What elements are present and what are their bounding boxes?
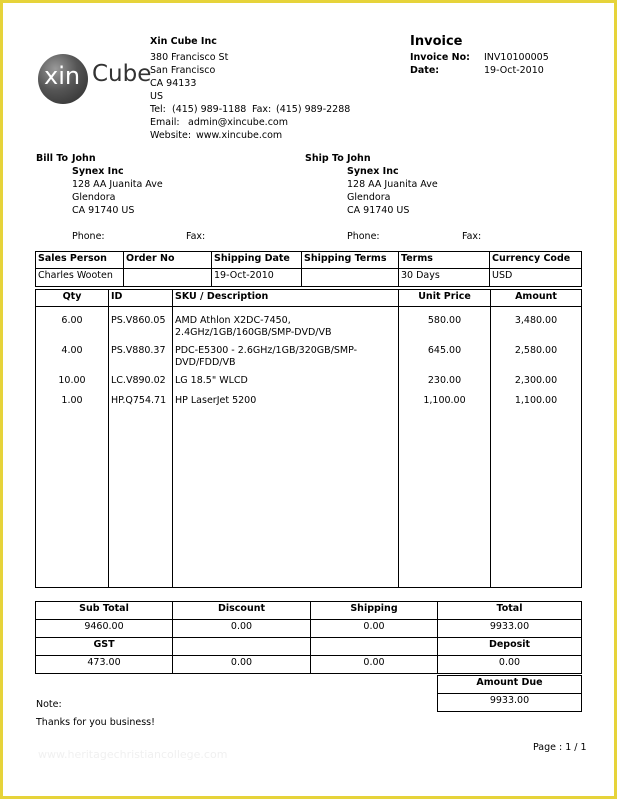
ship-to-company: Synex Inc <box>347 166 399 177</box>
invoice-title: Invoice <box>410 34 463 49</box>
items-header-id: ID <box>109 290 173 307</box>
gst-header-row <box>36 638 582 656</box>
total-value: 9933.00 <box>438 620 582 638</box>
item-description: HP LaserJet 5200 <box>173 391 399 588</box>
ship-to-street: 128 AA Juanita Ave <box>347 179 438 190</box>
item-amount: 1,100.00 <box>491 391 582 588</box>
ship-to-state-zip: CA 91740 US <box>347 205 410 216</box>
amount-due-value-row <box>438 694 582 712</box>
totals-header-shipping: Shipping <box>311 602 438 620</box>
item-qty: 4.00 <box>36 341 109 371</box>
invoice-date: 19-Oct-2010 <box>484 65 544 76</box>
thanks-message: Thanks for you business! <box>36 717 155 728</box>
order-header-shipping-terms: Shipping Terms <box>302 252 399 269</box>
totals-header-subtotal: Sub Total <box>36 602 173 620</box>
company-fax: (415) 989-2288 <box>276 104 351 115</box>
table-row <box>36 371 582 391</box>
items-header-description: SKU / Description <box>173 290 399 307</box>
order-header-order-no: Order No <box>124 252 212 269</box>
company-email-label: Email: <box>150 117 180 128</box>
invoice-date-label: Date: <box>410 65 440 76</box>
subtotal-value: 9460.00 <box>36 620 173 638</box>
bill-to-company: Synex Inc <box>72 166 124 177</box>
gst-value: 473.00 <box>36 656 173 674</box>
order-header-sales-person: Sales Person <box>36 252 124 269</box>
ship-to-fax-label: Fax: <box>462 231 482 242</box>
order-terms: 30 Days <box>399 269 490 287</box>
items-table <box>35 289 582 588</box>
totals-table <box>35 601 582 674</box>
discount-value: 0.00 <box>173 620 311 638</box>
order-no <box>124 269 212 287</box>
bill-to-city: Glendora <box>72 192 116 203</box>
order-header-terms: Terms <box>399 252 490 269</box>
company-state-zip: CA 94133 <box>150 78 197 89</box>
order-info-table <box>35 251 582 287</box>
company-email: admin@xincube.com <box>188 117 288 128</box>
items-header-unit-price: Unit Price <box>399 290 491 307</box>
order-info-value-row <box>36 269 582 287</box>
items-header-amount: Amount <box>491 290 582 307</box>
company-fax-label: Fax: <box>252 104 272 115</box>
order-sales-person: Charles Wooten <box>36 269 124 287</box>
logo-text-right: Cube <box>92 61 152 87</box>
ship-to-name: John <box>347 153 371 164</box>
table-row <box>36 391 582 588</box>
amount-due-value: 9933.00 <box>438 694 582 712</box>
totals-header-row <box>36 602 582 620</box>
amount-due-label: Amount Due <box>438 676 582 694</box>
bill-to-phone-label: Phone: <box>72 231 105 242</box>
order-header-shipping-date: Shipping Date <box>212 252 302 269</box>
gst-shipping-value: 0.00 <box>311 656 438 674</box>
ship-to-city: Glendora <box>347 192 391 203</box>
table-row <box>36 341 582 371</box>
ship-to-phone-label: Phone: <box>347 231 380 242</box>
item-id: PS.V860.05 <box>109 307 173 341</box>
company-tel: (415) 989-1188 <box>172 104 247 115</box>
invoice-number: INV10100005 <box>484 52 549 63</box>
deposit-value: 0.00 <box>438 656 582 674</box>
item-qty: 1.00 <box>36 391 109 588</box>
page-number: Page : 1 / 1 <box>533 742 587 753</box>
company-name: Xin Cube Inc <box>150 36 217 47</box>
ship-to-label: Ship To <box>305 153 344 164</box>
company-country: US <box>150 91 163 102</box>
gst-discount-value: 0.00 <box>173 656 311 674</box>
order-shipping-terms <box>302 269 399 287</box>
gst-label: GST <box>36 638 173 656</box>
totals-value-row <box>36 620 582 638</box>
bill-to-fax-label: Fax: <box>186 231 206 242</box>
company-website-label: Website: <box>150 130 192 141</box>
gst-header-empty <box>311 638 438 656</box>
note-label: Note: <box>36 699 62 710</box>
order-currency-code: USD <box>490 269 582 287</box>
item-amount: 2,300.00 <box>491 371 582 391</box>
item-description: PDC-E5300 - 2.6GHz/1GB/320GB/SMP-DVD/FDD/VB <box>173 341 399 371</box>
bill-to-street: 128 AA Juanita Ave <box>72 179 163 190</box>
item-unit-price: 230.00 <box>399 371 491 391</box>
gst-header-empty <box>173 638 311 656</box>
item-unit-price: 645.00 <box>399 341 491 371</box>
order-shipping-date: 19-Oct-2010 <box>212 269 302 287</box>
item-unit-price: 580.00 <box>399 307 491 341</box>
item-amount: 2,580.00 <box>491 341 582 371</box>
amount-due-header-row <box>438 676 582 694</box>
amount-due-table <box>437 675 582 712</box>
watermark: www.heritagechristiancollege.com <box>38 748 228 761</box>
order-header-currency-code: Currency Code <box>490 252 582 269</box>
company-street: 380 Francisco St <box>150 52 229 63</box>
item-id: HP.Q754.71 <box>109 391 173 588</box>
item-id: PS.V880.37 <box>109 341 173 371</box>
logo-text-left: xin <box>44 62 81 90</box>
company-website: www.xincube.com <box>196 130 283 141</box>
bill-to-label: Bill To <box>36 153 69 164</box>
deposit-label: Deposit <box>438 638 582 656</box>
table-row <box>36 307 582 341</box>
totals-header-total: Total <box>438 602 582 620</box>
items-header-row <box>36 290 582 307</box>
bill-to-name: John <box>72 153 96 164</box>
bill-to-state-zip: CA 91740 US <box>72 205 135 216</box>
item-qty: 6.00 <box>36 307 109 341</box>
item-description: LG 18.5" WLCD <box>173 371 399 391</box>
item-unit-price: 1,100.00 <box>399 391 491 588</box>
item-id: LC.V890.02 <box>109 371 173 391</box>
gst-value-row <box>36 656 582 674</box>
company-city: San Francisco <box>150 65 216 76</box>
invoice-number-label: Invoice No: <box>410 52 470 63</box>
company-tel-label: Tel: <box>150 104 166 115</box>
items-header-qty: Qty <box>36 290 109 307</box>
totals-header-discount: Discount <box>173 602 311 620</box>
item-qty: 10.00 <box>36 371 109 391</box>
company-logo <box>38 54 152 104</box>
order-info-header-row <box>36 252 582 269</box>
item-amount: 3,480.00 <box>491 307 582 341</box>
item-description: AMD Athlon X2DC-7450, 2.4GHz/1GB/160GB/SMP-DVD/VB <box>173 307 399 341</box>
shipping-value: 0.00 <box>311 620 438 638</box>
